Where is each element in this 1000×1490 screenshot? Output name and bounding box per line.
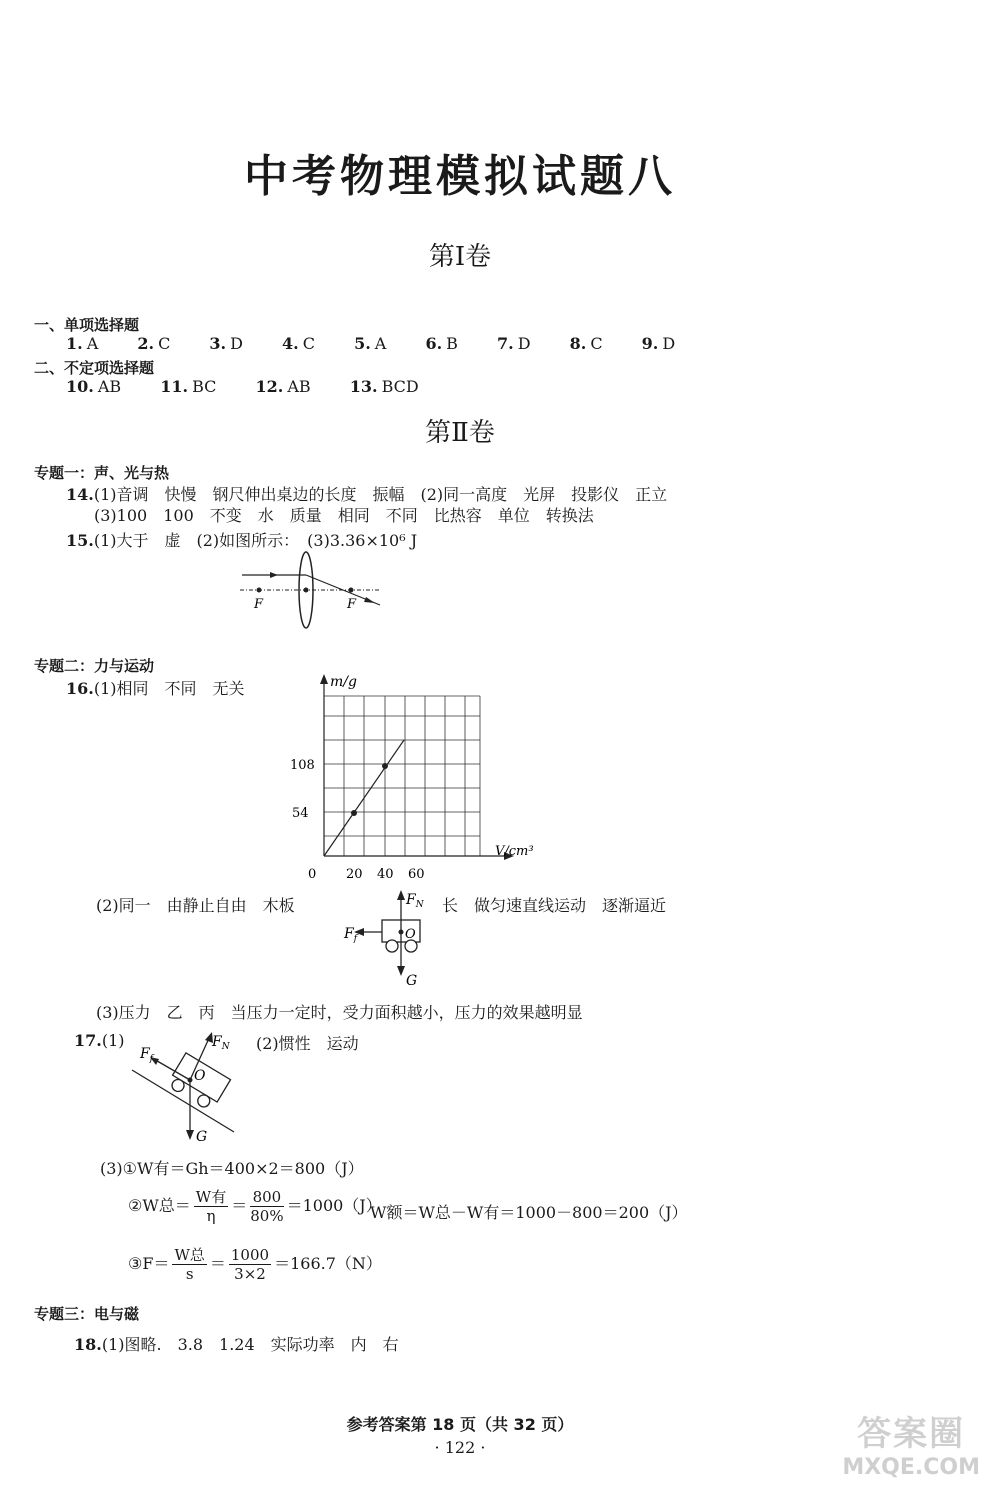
normal-force-label: $F_N$ [406, 892, 424, 910]
answer-text: (1)音调 快慢 钢尺伸出桌边的长度 振幅 (2)同一高度 光屏 投影仪 正立 [93, 485, 668, 504]
origin-label: 0 [308, 867, 317, 882]
fraction: $\frac{\text{W有}}{\eta}$ [195, 1188, 227, 1225]
topic1-heading: 专题一：声、光与热 [34, 464, 170, 482]
eq3-result: ＝166.7（N） [274, 1254, 382, 1273]
cart-force-diagram [340, 888, 450, 988]
x-tick-label: 20 [346, 867, 363, 882]
volume-2-heading: 第Ⅱ卷 [425, 418, 495, 448]
normal-force-label: $F_N$ [212, 1034, 230, 1052]
y-tick-label: 108 [290, 758, 315, 773]
fraction: $\frac{1000}{3\times 2}$ [230, 1246, 270, 1283]
part1-heading: 一、单项选择题 [34, 316, 140, 334]
q17-part-2: (2)惯性 运动 [256, 1034, 359, 1053]
y-axis-arrow-icon [320, 674, 328, 684]
answer-item: 4. C [282, 334, 315, 353]
part2-answer-row [66, 377, 453, 396]
gravity-label: G [406, 973, 418, 989]
answer-item: 8. C [569, 334, 603, 353]
part1-answer-row [66, 334, 709, 353]
q16-line-1 [66, 676, 245, 699]
data-point [351, 810, 357, 816]
lens-diagram [230, 558, 390, 638]
graph-grid [324, 696, 480, 856]
question-number: 16. [66, 679, 94, 698]
watermark-logo: 答案圈 MXQE.COM [842, 1414, 980, 1480]
answer-item: 6. B [425, 334, 458, 353]
volume-1-heading: 第Ⅰ卷 [428, 242, 492, 272]
friction-force-label: $F_f$ [344, 926, 358, 944]
focus-label-right: F [347, 597, 357, 612]
mass-volume-graph [290, 672, 550, 887]
answer-item: 12. AB [255, 377, 311, 396]
part2-heading: 二、不定项选择题 [34, 359, 155, 377]
equation-2-extra: W额＝W总－W有＝1000－800＝200（J） [370, 1203, 688, 1222]
x-tick-label: 40 [377, 867, 394, 882]
equation-2: ②W总＝ $\frac{\text{W有}}{\eta}$ ＝ $\frac{800}{80\%}$ ＝1000（J） [128, 1188, 382, 1225]
question-number: 18. [74, 1335, 102, 1354]
page-title: 中考物理模拟试题八 [244, 151, 676, 202]
answer-text: (1)图略. 3.8 1.24 实际功率 内 右 [101, 1335, 399, 1354]
data-point [382, 763, 388, 769]
equation-3: ③F＝ $\frac{\text{W总}}{s}$ ＝ $\frac{1000}{3\times 2}$ ＝166.7（N） [128, 1246, 382, 1283]
eq2-prefix: ②W总＝ [128, 1196, 191, 1215]
center-label: O [194, 1068, 206, 1084]
x-tick-label: 60 [408, 867, 425, 882]
answer-item: 13. BCD [349, 377, 419, 396]
fraction: $\frac{800}{80\%}$ [250, 1188, 284, 1225]
q17-line [74, 1031, 125, 1050]
gravity-label: G [196, 1129, 208, 1145]
q16-line-3: (3)压力 乙 丙 当压力一定时，受力面积越小，压力的效果越明显 [96, 1003, 583, 1022]
eq2-result: ＝1000（J） [286, 1196, 382, 1215]
question-number: 15. [66, 531, 94, 550]
q15-line [66, 528, 417, 551]
question-number: 17. [74, 1031, 102, 1050]
incline-force-diagram [122, 1028, 252, 1148]
answer-item: 3. D [209, 334, 243, 353]
page-number: · 122 · [434, 1438, 486, 1457]
eq3-prefix: ③F＝ [128, 1254, 170, 1273]
y-tick-label: 54 [292, 806, 309, 821]
answer-item: 5. A [354, 334, 387, 353]
answer-item: 10. AB [66, 377, 122, 396]
focus-label-left: F [254, 597, 264, 612]
answer-item: 2. C [137, 334, 171, 353]
q14-line-2: (3)100 100 不变 水 质量 相同 不同 比热容 单位 转换法 [94, 506, 594, 525]
answer-item: 7. D [497, 334, 531, 353]
q16-line-2b: 长 做匀速直线运动 逐渐逼近 [442, 896, 667, 915]
page-info: 参考答案第 18 页（共 32 页） [346, 1415, 574, 1434]
answer-item: 1. A [66, 334, 99, 353]
topic3-heading: 专题三：电与磁 [34, 1305, 140, 1323]
equation-1: (3)①W有＝Gh＝400×2＝800（J） [100, 1159, 364, 1178]
topic2-heading: 专题二：力与运动 [34, 657, 155, 675]
q18-line [74, 1332, 399, 1355]
y-axis-label: m/g [330, 674, 357, 690]
q16-line-2: (2)同一 由静止自由 木板 [96, 896, 295, 915]
answer-part-1: (1) [101, 1031, 125, 1050]
friction-force-label: $F_f$ [140, 1046, 154, 1064]
answer-text: (1)相同 不同 无关 [93, 679, 245, 698]
x-axis-label: V/cm³ [495, 844, 534, 859]
question-number: 14. [66, 485, 94, 504]
answer-item: 11. BC [160, 377, 217, 396]
center-label: O [405, 927, 416, 942]
fraction: $\frac{\text{W总}}{s}$ [174, 1246, 205, 1283]
q14-line-1 [66, 482, 667, 505]
answer-item: 9. D [641, 334, 676, 353]
answer-text: (1)大于 虚 (2)如图所示： (3)3.36×10⁶ J [93, 531, 418, 550]
